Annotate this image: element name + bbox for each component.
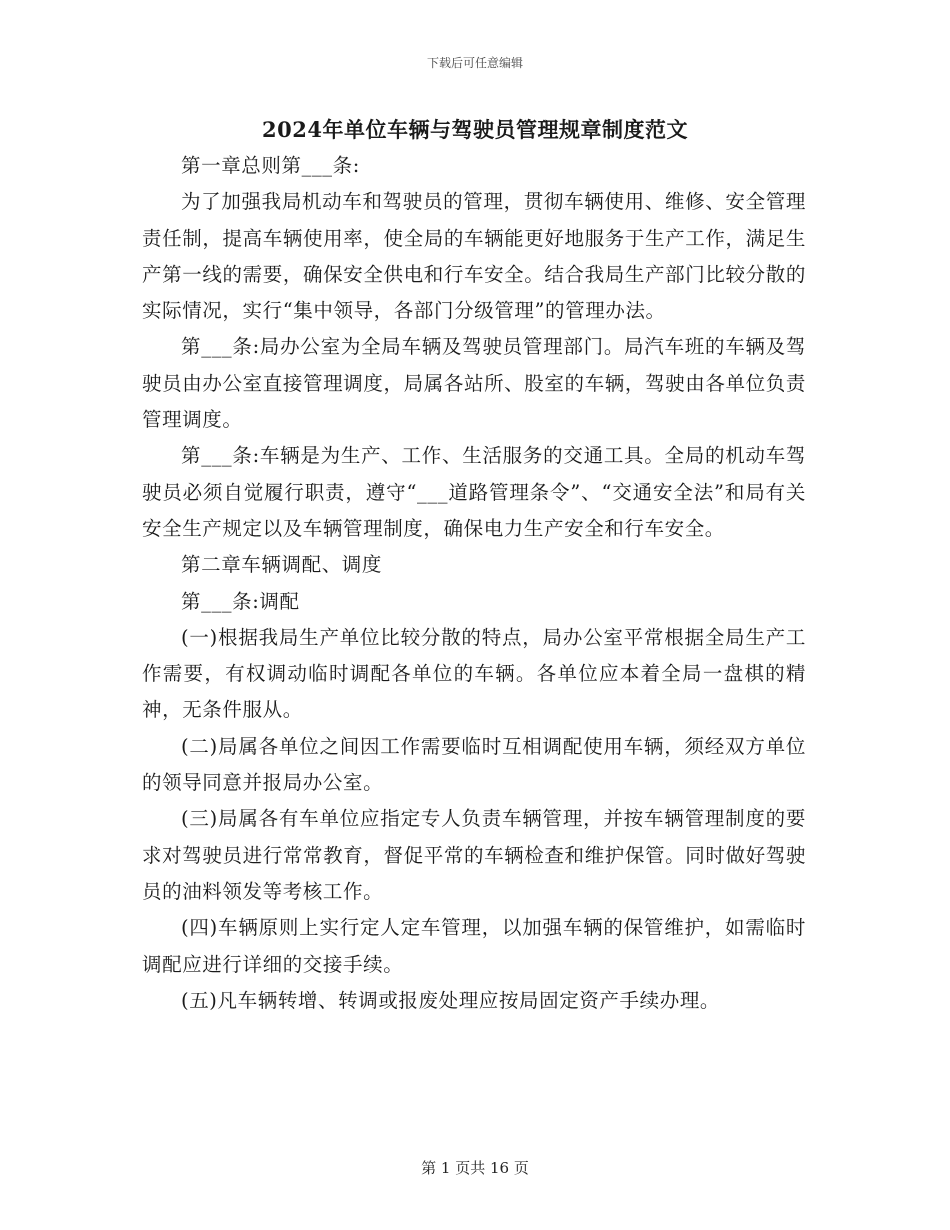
paragraph: 第___条:调配 xyxy=(181,589,300,613)
paragraph: (一)根据我局生产单位比较分散的特点，局办公室平常根据全局生产工作需要，有权调动临时调配各单位的车辆。各单位应本着全局一盘棋的精神，无条件服从。 xyxy=(142,625,806,722)
paragraph: (四)车辆原则上实行定人定车管理，以加强车辆的保管维护，如需临时调配应进行详细的交接手续。 xyxy=(142,916,806,976)
paragraph: 第___条:车辆是为生产、工作、生活服务的交通工具。全局的机动车驾驶员必须自觉履行职责，遵守“___道路管理条令”、“交通安全法”和局有关安全生产规定以及车辆管理制度，确保电力生产安全和行车安全。 xyxy=(142,444,806,540)
document-title: 2024年单位车辆与驾驶员管理规章制度范文 xyxy=(262,117,688,142)
paragraph: 第一章总则第___条: xyxy=(181,154,360,177)
paragraph: (五)凡车辆转增、转调或报废处理应按局固定资产手续办理。 xyxy=(181,988,721,1012)
page-number: 第 1 页共 16 页 xyxy=(421,1159,529,1177)
paragraph: 为了加强我局机动车和驾驶员的管理，贯彻车辆使用、维修、安全管理责任制，提高车辆使用率，使全局的车辆能更好地服务于生产工作，满足生产第一线的需要，确保安全供电和行车安全。结合我局生产部门比较分散的实际情况，实行“集中领导，各部门分级管理”的管理办法。 xyxy=(142,190,806,323)
paragraph: 第___条:局办公室为全局车辆及驾驶员管理部门。局汽车班的车辆及驾驶员由办公室直接管理调度，局属各站所、股室的车辆，驾驶由各单位负责管理调度。 xyxy=(142,335,806,432)
document-body xyxy=(142,148,806,1019)
header-note: 下载后可任意编辑 xyxy=(426,56,523,70)
paragraph: (二)局属各单位之间因工作需要临时互相调配使用车辆，须经双方单位的领导同意并报局办公室。 xyxy=(142,734,806,795)
paragraph: 第二章车辆调配、调度 xyxy=(181,553,383,577)
paragraph: (三)局属各有车单位应指定专人负责车辆管理，并按车辆管理制度的要求对驾驶员进行常常教育，督促平常的车辆检查和维护保管。同时做好驾驶员的油料领发等考核工作。 xyxy=(142,807,806,903)
